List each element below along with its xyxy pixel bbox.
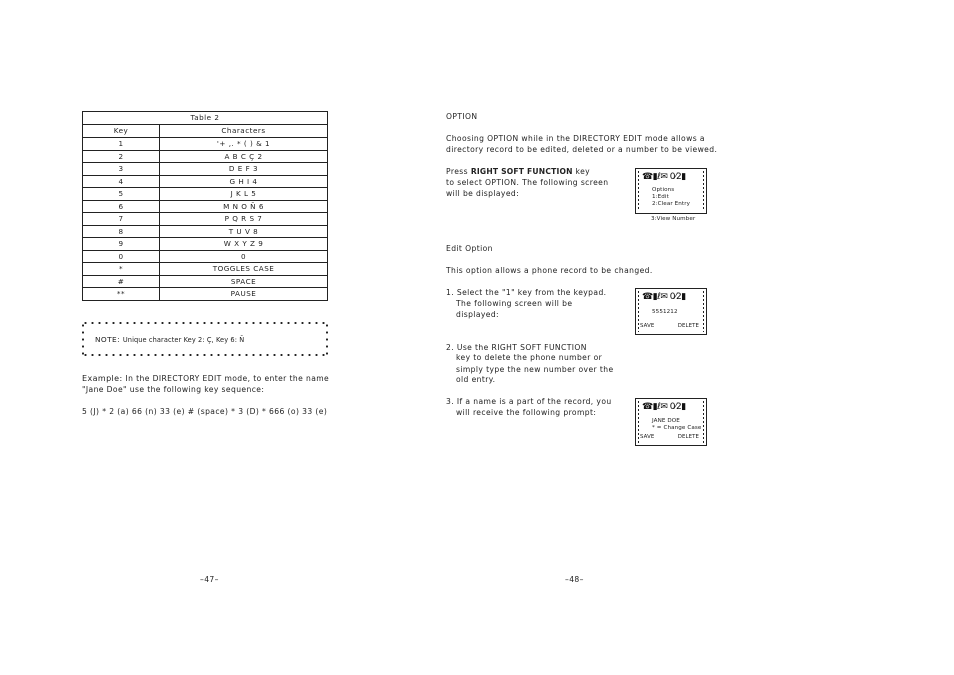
- table-row: [83, 288, 328, 301]
- step-1-line-2: The following screen will be: [456, 299, 573, 308]
- cell-key: 7: [83, 213, 160, 226]
- option-intro-line-1: Choosing OPTION while in the DIRECTORY EDIT mode allows a: [446, 134, 705, 143]
- cell-key: 1: [83, 138, 160, 151]
- table-row: [83, 175, 328, 188]
- cell-chars: PAUSE: [160, 288, 328, 301]
- cell-key: #: [83, 275, 160, 288]
- press-line-2: to select OPTION. The following screen: [446, 178, 609, 187]
- table-row: [83, 238, 328, 251]
- character-table: [82, 111, 328, 301]
- phone-screen-options: [635, 168, 707, 214]
- screen-name: JANE DOE: [652, 418, 680, 424]
- page-number-right: –48–: [565, 575, 584, 584]
- softkey-save[interactable]: SAVE: [640, 322, 655, 329]
- page-number-left: –47–: [200, 575, 219, 584]
- note-box: [82, 322, 328, 356]
- example-line-2: "Jane Doe" use the following key sequence:: [82, 385, 265, 394]
- example-line-1: [82, 375, 329, 383]
- column-header-key: Key: [83, 125, 160, 138]
- step-2-line-2: key to delete the phone number or: [456, 353, 603, 362]
- step-2-line-3: simply type the new number over the: [456, 365, 614, 374]
- cell-chars: SPACE: [160, 275, 328, 288]
- cell-chars: M N O Ñ 6: [160, 200, 328, 213]
- screen-line: Options: [652, 187, 675, 193]
- softkey-bar: [640, 435, 702, 440]
- softkey-save[interactable]: SAVE: [640, 433, 655, 440]
- note-label: NOTE:: [95, 335, 121, 344]
- table-row: [83, 138, 328, 151]
- option-heading: OPTION: [446, 112, 478, 121]
- table-row: [83, 225, 328, 238]
- status-icons: ☎▮ℓ✉ 0⁄2▮: [642, 402, 686, 412]
- screen-line: 1:Edit: [652, 194, 669, 200]
- edit-option-heading: Edit Option: [446, 244, 493, 253]
- press-post: key: [572, 167, 591, 176]
- note-content: [95, 336, 244, 344]
- phone-screen-name: [635, 398, 707, 446]
- cell-chars: A B C Ç 2: [160, 150, 328, 163]
- table-title: Table 2: [83, 112, 328, 125]
- status-icons: ☎▮ℓ✉ 0⁄2▮: [642, 292, 686, 302]
- phone-screen-number: [635, 288, 707, 335]
- cell-chars: '+ ,. * ( ) & 1: [160, 138, 328, 151]
- press-pre: Press: [446, 167, 471, 176]
- screen-line-below: 3:View Number: [651, 216, 696, 222]
- cell-key: **: [83, 288, 160, 301]
- press-line-1: [446, 168, 590, 176]
- softkey-delete[interactable]: DELETE: [677, 433, 699, 440]
- note-text: Unique character Key 2: Ç, Key 6: Ñ: [122, 336, 245, 344]
- note-border-bottom: [82, 354, 328, 356]
- softkey-delete[interactable]: DELETE: [677, 322, 699, 329]
- example-text: In the DIRECTORY EDIT mode, to enter the name: [125, 374, 330, 383]
- status-icons: ☎▮ℓ✉ 0⁄2▮: [642, 172, 686, 182]
- step-1-line-1: 1. Select the "1" key from the keypad.: [446, 288, 607, 297]
- cell-chars: 0: [160, 250, 328, 263]
- screen-line: 2:Clear Entry: [652, 201, 691, 207]
- screen-hint: * = Change Case: [652, 425, 702, 431]
- table-row: [83, 275, 328, 288]
- column-header-characters: Characters: [160, 125, 328, 138]
- note-border-left: [82, 322, 84, 356]
- table-row: [83, 213, 328, 226]
- cell-key: 6: [83, 200, 160, 213]
- table-row: [83, 200, 328, 213]
- table-row: [83, 263, 328, 276]
- option-intro-line-2: directory record to be edited, deleted or a number to be viewed.: [446, 145, 718, 154]
- cell-key: 9: [83, 238, 160, 251]
- note-border-top: [82, 322, 328, 324]
- cell-chars: TOGGLES CASE: [160, 263, 328, 276]
- edit-option-intro: This option allows a phone record to be changed.: [446, 266, 653, 275]
- cell-chars: G H I 4: [160, 175, 328, 188]
- cell-chars: W X Y Z 9: [160, 238, 328, 251]
- key-sequence: 5 (J) * 2 (a) 66 (n) 33 (e) # (space) * 3 (D) * 666 (o) 33 (e): [82, 407, 328, 416]
- cell-chars: T U V 8: [160, 225, 328, 238]
- step-2-line-1: 2. Use the RIGHT SOFT FUNCTION: [446, 343, 587, 352]
- cell-key: 0: [83, 250, 160, 263]
- example-label: Example:: [82, 374, 123, 383]
- table-row: [83, 150, 328, 163]
- step-3-line-1: 3. If a name is a part of the record, you: [446, 397, 612, 406]
- screen-phone-number: 5551212: [652, 309, 678, 315]
- cell-key: 8: [83, 225, 160, 238]
- step-1-line-3: displayed:: [456, 310, 500, 319]
- cell-key: 4: [83, 175, 160, 188]
- step-2-line-4: old entry.: [456, 375, 496, 384]
- table-row: [83, 250, 328, 263]
- cell-key: 3: [83, 163, 160, 176]
- cell-chars: D E F 3: [160, 163, 328, 176]
- note-border-right: [326, 322, 328, 356]
- softkey-bar: [640, 324, 702, 329]
- cell-key: 2: [83, 150, 160, 163]
- table-row: [83, 188, 328, 201]
- table-row: [83, 163, 328, 176]
- cell-key: *: [83, 263, 160, 276]
- press-line-3: will be displayed:: [446, 189, 520, 198]
- cell-chars: J K L 5: [160, 188, 328, 201]
- cell-key: 5: [83, 188, 160, 201]
- cell-chars: P Q R S 7: [160, 213, 328, 226]
- press-key-name: RIGHT SOFT FUNCTION: [470, 167, 573, 176]
- step-3-line-2: will receive the following prompt:: [456, 408, 597, 417]
